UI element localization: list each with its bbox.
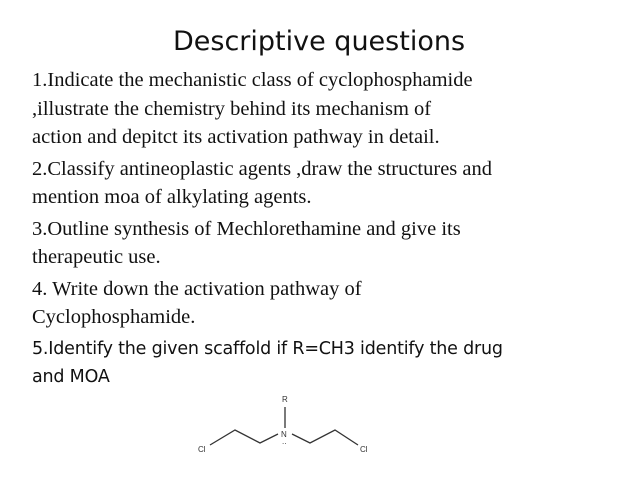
question-5-line-2: and MOA [32,366,110,387]
question-5-line-1: 5.Identify the given scaffold if R=CH3 identify the drug [32,338,503,359]
question-1-line-3: action and depitct its activation pathway in detail. [32,126,440,148]
nitrogen-mustard-structure [190,390,380,465]
question-4 [32,275,622,332]
question-1-line-1: 1.Indicate the mechanistic class of cyclophosphamide [32,69,473,91]
atom-cl-left-label: Cl [198,445,206,454]
question-list [32,66,622,391]
question-2-line-2: mention moa of alkylating agents. [32,186,312,208]
question-4-line-1: 4. Write down the activation pathway of [32,277,362,300]
bond-chain-left [210,430,278,445]
question-5 [32,335,622,391]
question-2 [32,155,622,212]
question-4-line-2: Cyclophosphamide. [32,306,196,328]
atom-n-label: N [281,430,287,439]
question-3-line-1: 3.Outline synthesis of Mechlorethamine and give its [32,217,461,240]
lone-pair-label: .. [282,437,287,446]
question-1 [32,66,622,152]
bond-chain-right [292,430,358,445]
question-1-line-2: ,illustrate the chemistry behind its mechanism of [32,97,432,120]
slide-title: Descriptive questions [172,26,466,57]
atom-r-label: R [282,395,288,404]
question-3-line-2: therapeutic use. [32,246,161,268]
atom-cl-right-label: Cl [360,445,368,454]
question-3 [32,215,622,272]
question-2-line-1: 2.Classify antineoplastic agents ,draw the structures and [32,157,492,180]
